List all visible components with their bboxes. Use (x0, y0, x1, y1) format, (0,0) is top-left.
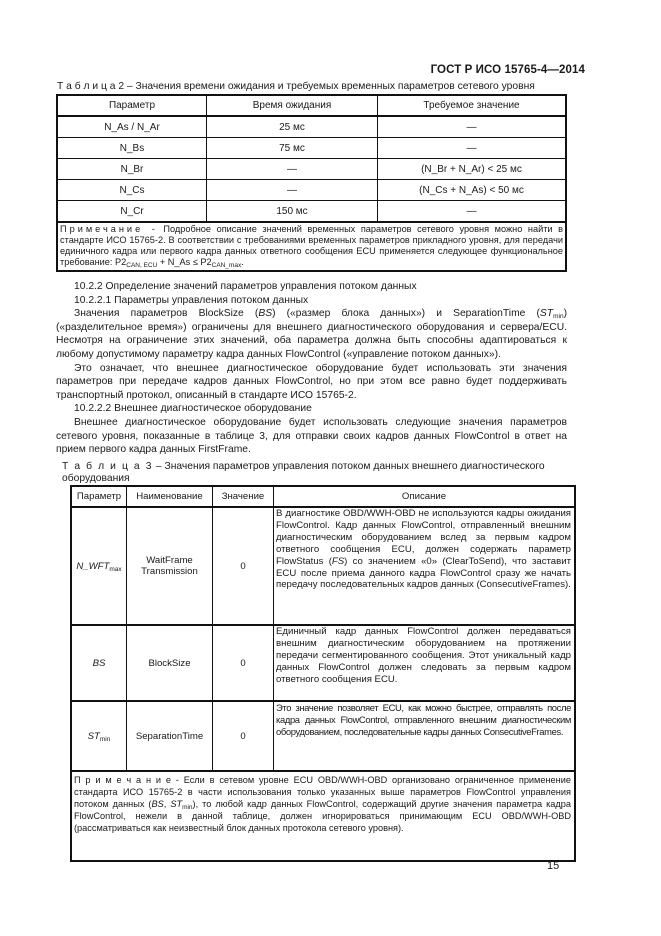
table-row (57, 180, 566, 201)
text-run: Значения параметров BlockSize ( (74, 308, 259, 320)
table2-col-header: Время ожидания (207, 95, 378, 116)
param-cell (71, 701, 127, 771)
section-heading: 10.2.2 Определение значений параметров управления потоком данных (74, 281, 417, 292)
param-subscript: max (109, 565, 122, 573)
table3-caption-prefix: Т а б л и ц а 3 (62, 461, 154, 472)
table-cell: 75 мс (207, 138, 378, 159)
table-cell: N_Cr (57, 201, 207, 223)
table3-note-row (71, 771, 575, 861)
paragraph: Внешнее диагностическое оборудование будет использовать следующие значения параметров сетевого уровня, показанные в таблице 3, для отправки своих кадров данных FlowControl в ответ на прием первого кадра данных FirstFrame. (56, 416, 567, 456)
table2-note (57, 222, 566, 271)
table3-col-header: Описание (274, 486, 576, 507)
italic-term: BS (151, 799, 164, 809)
param-symbol: BS (92, 657, 106, 669)
param-subscript: min (99, 735, 111, 743)
formula-end: . (241, 257, 244, 267)
table-row (71, 701, 575, 771)
table-row (57, 159, 566, 180)
param-cell (71, 507, 127, 625)
paragraph: Это означает, что внешнее диагностическое оборудование будет использовать эти значения параметров при передаче кадров данных FlowControl, но при этом все равно будет поддерживать транспортный протокол, описанный в стандарте ИСО 15765-2. (56, 362, 567, 401)
table-cell: — (378, 201, 567, 223)
text-run: ), то любой кадр данных FlowControl, содержащий другие значения параметра кадра FlowControl, нежели в данной таблице, должен игнорироваться принимающим ECU OBD/WWH-OBD (рассматриваться как неизвестный блок данных протокола сетевого уровня). (74, 799, 571, 833)
formula-p2: P2 (115, 257, 127, 267)
document-header: ГОСТ Р ИСО 15765-4—2014 (430, 64, 585, 76)
formula-subscript: CAN_max (211, 262, 242, 269)
body-text (56, 280, 567, 457)
text-run: , (163, 799, 171, 809)
param-symbol: ST (87, 730, 100, 742)
table3-note (71, 771, 575, 861)
subscript: min (182, 804, 193, 811)
text-run: В диагностике OBD/WWH-OBD не используются кадры ожидания FlowControl. Кадр данных FlowControl, отправленный внешним диагностическим оборудованием вслед за первым кадром ответного сообщения ECU, должен содержать параметр FlowStatus ( (276, 508, 571, 567)
table3-col-header: Наименование (127, 486, 213, 507)
table-cell: N_Cs (57, 180, 207, 201)
table2-note-row (57, 222, 566, 271)
subscript: min (553, 313, 564, 321)
italic-term: ST (539, 308, 554, 320)
table2-caption-prefix: Т а б л и ц а 2 (57, 81, 125, 92)
subsection-heading: 10.2.2.1 Параметры управления потоком данных (74, 294, 309, 306)
name-cell: BlockSize (127, 625, 213, 701)
table2-caption (57, 81, 535, 93)
note-label: П р и м е ч а н и е (74, 775, 171, 785)
table-cell: N_Br (57, 159, 207, 180)
table3-header-row (71, 486, 575, 507)
table-cell: — (207, 159, 378, 180)
table3-col-header: Параметр (71, 486, 127, 507)
formula-subscript: CAN, ECU (126, 262, 158, 269)
page-number: 15 (547, 860, 560, 872)
value-cell: 0 (213, 701, 274, 771)
formula-mid: + N_As ≤ P2 (157, 257, 212, 267)
text-run: ) со значением «0» (ClearToSend), что заставит ECU после приема данного кадра FlowControl сразу же начать передачу последовательных кадров данных (ConsecutiveFrames). (276, 555, 571, 591)
param-symbol: N_WFT (76, 560, 110, 572)
italic-term: FS (331, 555, 345, 567)
note-label: Примечание - (60, 224, 158, 234)
table-row (71, 625, 575, 701)
table2 (56, 94, 567, 272)
table-row (71, 507, 575, 625)
text-run: - Если в сетевом уровне ECU OBD/WWH-OBD организовано ограниченное применение стандарта ИСО 15765-2 в части использования только указанных выше параметров FlowControl управления потоком данных ( (74, 775, 571, 809)
name-cell: SeparationTime (127, 701, 213, 771)
table2-caption-text: – Значения времени ожидания и требуемых временных параметров сетевого уровня (124, 81, 535, 92)
table2-col-header: Параметр (57, 95, 207, 116)
table3-col-header: Значение (213, 486, 274, 507)
note-text: Подробное описание значений временных параметров сетевого уровня можно найти в стандарте ИСО 15765-2. В соответствии с требованиями временных параметров прикладного уровня, для передачи единичного кадра или первого кадра данных ответного сообщения ECU применяется следующее функциональное требование: (60, 224, 563, 267)
text-run: ) («размер блока данных») и SeparationTime ( (272, 308, 540, 320)
table-cell: (N_Cs + N_As) < 50 мс (378, 180, 567, 201)
subsection-heading: 10.2.2.2 Внешнее диагностическое оборудование (74, 403, 312, 415)
paragraph (56, 307, 567, 361)
value-cell: 0 (213, 625, 274, 701)
text-run: ) («разделительное время») ограничены для внешнего диагностического оборудования и сервера/ECU. Несмотря на ограничение этих значений, оба параметра должна быть способны адаптироваться к любому допустимому параметру кадра данных FlowControl («управление потоком данных»). (56, 308, 568, 360)
table-row (57, 116, 566, 138)
table-cell: 25 мс (207, 116, 378, 138)
table-cell: — (378, 138, 567, 159)
name-cell: WaitFrame Transmission (127, 507, 213, 625)
table2-col-header: Требуемое значение (378, 95, 567, 116)
description-cell (274, 507, 576, 625)
value-cell: 0 (213, 507, 274, 625)
table-cell: (N_Br + N_Ar) < 25 мс (378, 159, 567, 180)
description-cell: Это значение позволяет ECU, как можно быстрее, отправлять после кадра данных FlowControl, отправленного внешним диагностическим оборудованием, последовательные кадры данных ConsecutiveFrames. (274, 701, 576, 771)
table3-caption-text: – Значения параметров управления потоком данных внешнего диагностического (153, 461, 545, 472)
table3-caption (62, 461, 582, 485)
description-cell: Единичный кадр данных FlowControl должен передаваться внешним диагностическим оборудованием на протяжении передачи сегментированного сообщения. Этот уникальный кадр данных FlowControl должен следовать за первым кадром ответного сообщения ECU. (274, 625, 576, 701)
table-row (57, 138, 566, 159)
table-cell: — (207, 180, 378, 201)
param-cell (71, 625, 127, 701)
table-cell: 150 мс (207, 201, 378, 223)
italic-term: ST (170, 799, 183, 809)
table-cell: N_As / N_Ar (57, 116, 207, 138)
table-cell: — (378, 116, 567, 138)
italic-term: BS (258, 308, 273, 320)
table-row (57, 201, 566, 223)
table-cell: N_Bs (57, 138, 207, 159)
table2-header-row (57, 95, 566, 116)
table3 (70, 485, 576, 862)
table3-caption-line2: оборудования (62, 473, 130, 484)
